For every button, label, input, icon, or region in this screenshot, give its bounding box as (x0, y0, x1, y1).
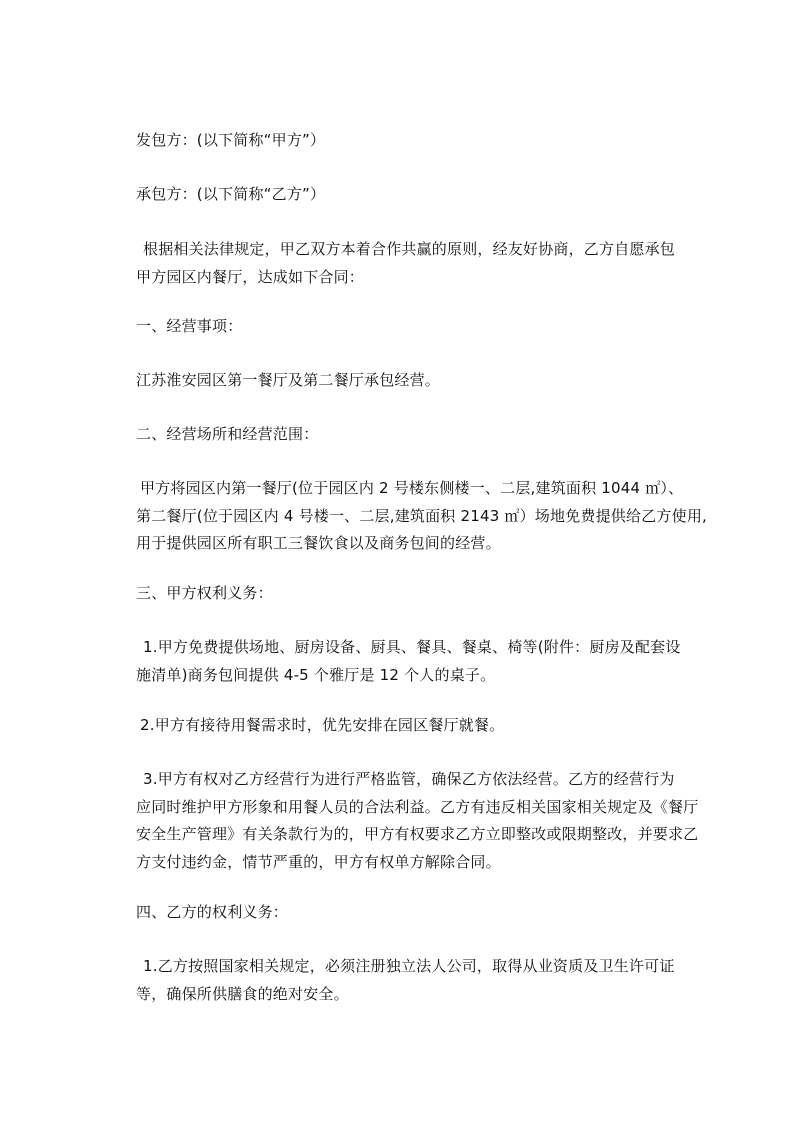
intro-line-1: 根据相关法律规定，甲乙双方本着合作共赢的原则，经友好协商，乙方自愿承包 (143, 240, 676, 258)
section4-item1-line-1: 1.乙方按照国家相关规定，必须注册独立法人公司，取得从业资质及卫生许可证 (143, 957, 675, 975)
party-b-line: 承包方：(以下简称“乙方”） (136, 185, 326, 203)
section3-item1-line-2: 施清单)商务包间提供 4-5 个雅厅是 12 个人的桌子。 (136, 666, 496, 684)
section3-heading: 三、甲方权利义务： (136, 584, 273, 602)
section1-body: 江苏淮安园区第一餐厅及第二餐厅承包经营。 (136, 371, 441, 389)
section2-body-line-1: 甲方将园区内第一餐厅(位于园区内 2 号楼东侧楼一、二层,建筑面积 1044 ㎡）、 (140, 479, 684, 497)
section2-body-line-3: 用于提供园区所有职工三餐饮食以及商务包间的经营。 (136, 534, 501, 552)
section4-heading: 四、乙方的权利义务： (136, 903, 289, 921)
section4-item1-line-2: 等，确保所供膳食的绝对安全。 (136, 985, 349, 1003)
intro-line-2: 甲方园区内餐厅，达成如下合同： (136, 268, 365, 286)
section2-heading: 二、经营场所和经营范围： (136, 425, 319, 443)
section3-item3-line-2: 应同时维护甲方形象和用餐人员的合法利益。乙方有违反相关国家相关规定及《餐厅 (136, 798, 699, 816)
section3-item3-line-3: 安全生产管理》有关条款行为的，甲方有权要求乙方立即整改或限期整改，并要求乙 (136, 825, 699, 843)
party-a-line: 发包方：(以下简称“甲方”） (136, 131, 326, 149)
section3-item2: 2.甲方有接待用餐需求时，优先安排在园区餐厅就餐。 (140, 716, 505, 734)
section3-item3-line-1: 3.甲方有权对乙方经营行为进行严格监管，确保乙方依法经营。乙方的经营行为 (143, 770, 675, 788)
section3-item1-line-1: 1.甲方免费提供场地、厨房设备、厨具、餐具、餐桌、椅等(附件：厨房及配套设 (143, 638, 681, 656)
section3-item3-line-4: 方支付违约金，情节严重的，甲方有权单方解除合同。 (136, 853, 501, 871)
section2-body-line-2: 第二餐厅(位于园区内 4 号楼一、二层,建筑面积 2143 ㎡）场地免费提供给乙方使用, (136, 507, 707, 525)
section1-heading: 一、经营事项： (136, 317, 243, 335)
